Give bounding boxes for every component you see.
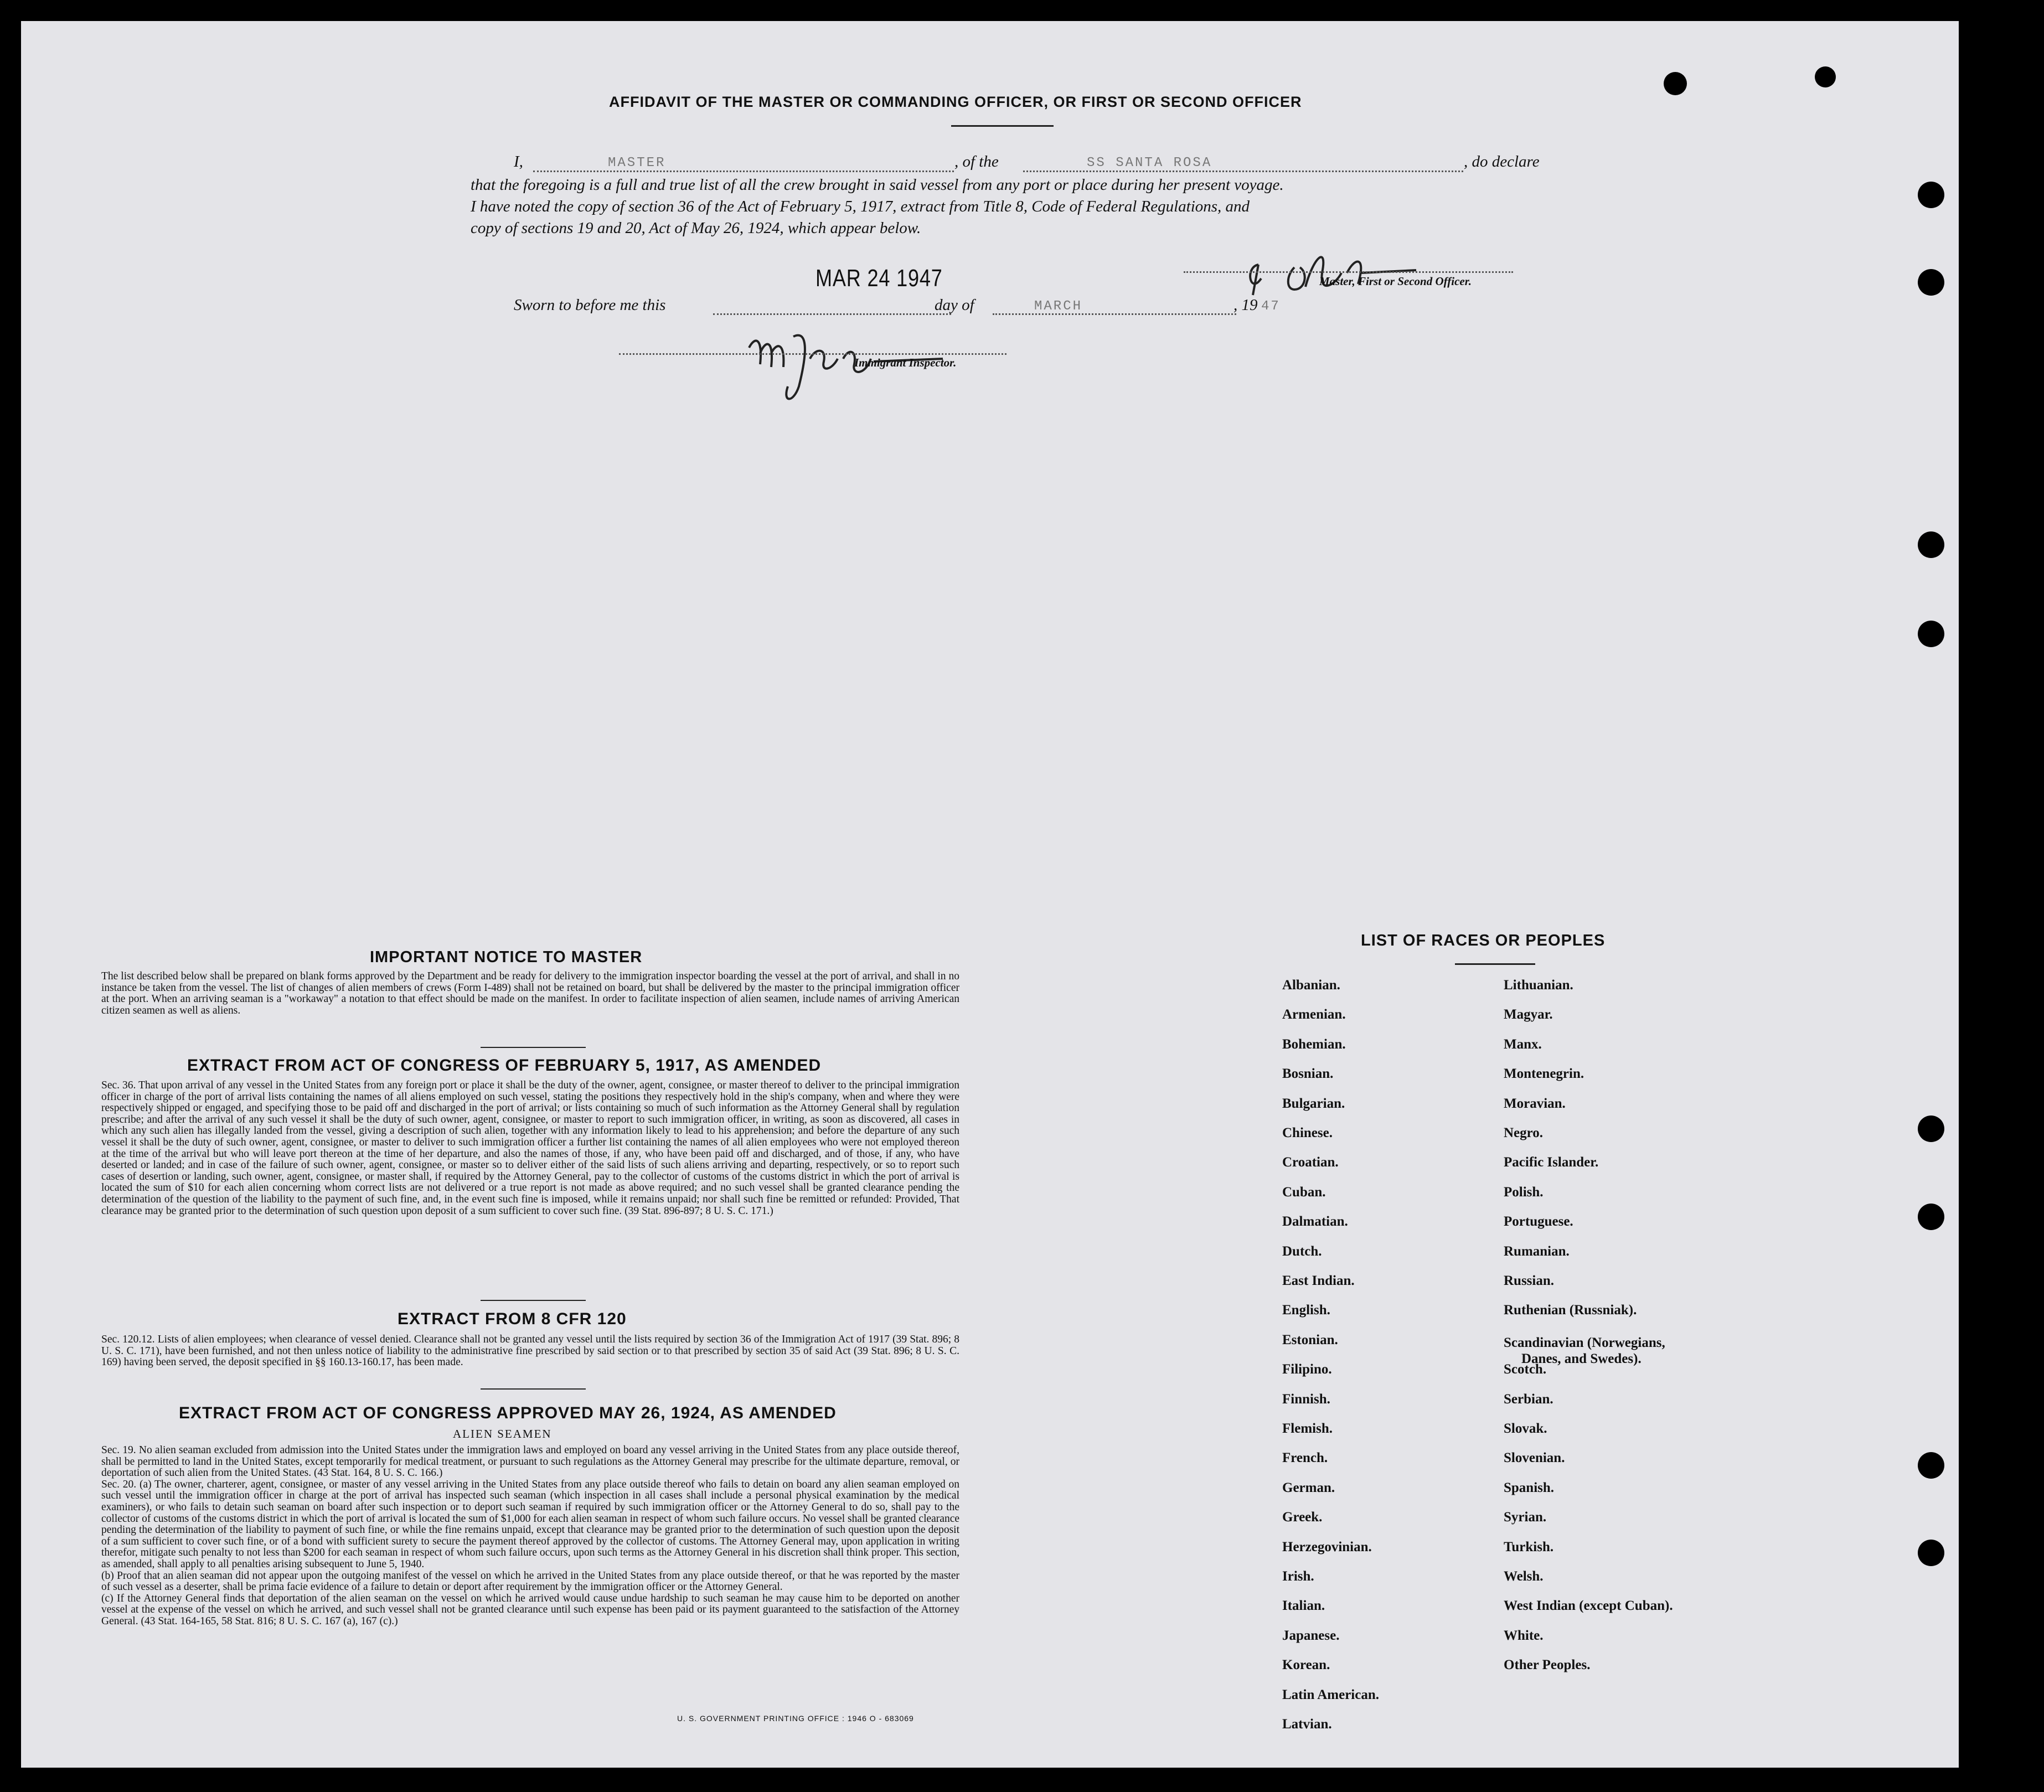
race-entry: Syrian. bbox=[1504, 1510, 1547, 1525]
race-entry: Albanian. bbox=[1282, 978, 1340, 993]
race-entry: Polish. bbox=[1504, 1185, 1544, 1200]
race-entry: Latin American. bbox=[1282, 1687, 1379, 1702]
vessel-value: SS SANTA ROSA bbox=[1087, 156, 1212, 171]
race-entry: Japanese. bbox=[1282, 1628, 1340, 1643]
sec-20c: (c) If the Attorney General finds that deportation of the alien seaman on the vessel on which he arrived would cause undue hardship to such seaman he may cause him to be deported on another vessel at the expense of the vessel on which he arrived, and such vessel shall not be granted clearance until such expense has been paid or its payment guaranteed to the satisfaction of the Attorney General. (43 Stat. 164-165, 58 Stat. 816; 8 U. S. C. 167 (a), 167 (c).) bbox=[101, 1592, 959, 1627]
race-entry: Flemish. bbox=[1282, 1421, 1333, 1436]
race-entry: Bulgarian. bbox=[1282, 1096, 1345, 1111]
alien-seamen-subtitle: ALIEN SEAMEN bbox=[453, 1427, 552, 1440]
punch-hole bbox=[1664, 72, 1687, 95]
extract-1924-body bbox=[101, 1445, 959, 1628]
punch-hole bbox=[1918, 182, 1944, 208]
divider bbox=[481, 1300, 586, 1301]
race-entry: Filipino. bbox=[1282, 1362, 1332, 1377]
extract-1917-body: Sec. 36. That upon arrival of any vessel in the United States from any foreign port or place it shall be the duty of the owner, agent, consignee, or master thereof to deliver to the principal immigration officer in charge of the port of arrival lists containing the names of all aliens employed on such vessel, stating the positions they respectively hold in the ship's company, when and where they were respectively shipped or engaged, and specifying those to be paid off and discharged in the port of arrival; or lists containing so much of such information as the Attorney General shall by regulation prescribe; and after the arrival of any such vessel it shall be the duty of such owner, agent, consignee, or master to report to such immigration officer, in writing, as soon as discovered, all cases in which any such alien has illegally landed from the vessel, giving a description of such alien, together with any information likely to lead to his apprehension; and before the departure of any such vessel it shall be the duty of such owner, agent, consignee, or master to deliver to such immigration officer a further list containing the names of all alien employees who were not employed thereon at the time of the arrival but who will leave port thereon at the time of her departure, and also the names of those, if any, who have been paid off and discharged, and of those, if any, who have deserted or landed; and in case of the failure of such owner, agent, consignee, or master so to deliver either of the said lists of such aliens arriving and departing, respectively, or so to report such cases of desertion or landing, such owner, agent, consignee, or master shall, if required by the Attorney General, pay to the collector of customs of the customs district in which the port of arrival is located the sum of $10 for each alien concerning whom correct lists are not delivered or a true report is not made as above required; and no such vessel shall be granted clearance pending the determination of the question of the liability to the payment of such fine, and, in the event such fine is imposed, while it remains unpaid; nor shall such fine be remitted or refunded: Provided, That clearance may be granted prior to the determination of such question upon deposit of a sum sufficient to cover such fine. (39 Stat. 896-897; 8 U. S. C. 171.) bbox=[101, 1080, 959, 1217]
race-entry: Other Peoples. bbox=[1504, 1657, 1591, 1672]
race-entry: Korean. bbox=[1282, 1657, 1330, 1672]
race-entry: Armenian. bbox=[1282, 1007, 1346, 1022]
extract-cfr-body: Sec. 120.12. Lists of alien employees; when clearance of vessel denied. Clearance shall not be granted any vessel until the lists required by section 36 of the Immigration Act of 1917 (39 Stat. 896; 8 U. S. C. 171), have been furnished, and not then unless notice of liability to the administrative fine prescribed by said section or to that prescribed by section 35 of said Act (39 Stat. 896; 8 U. S. C. 169) having been served, the deposit specified in §§ 160.13-160.17, has been made. bbox=[101, 1334, 959, 1368]
extract-cfr-title: EXTRACT FROM 8 CFR 120 bbox=[398, 1310, 627, 1328]
race-entry: Moravian. bbox=[1504, 1096, 1566, 1111]
title-rule bbox=[951, 125, 1054, 127]
race-entry: Finnish. bbox=[1282, 1392, 1330, 1407]
affidavit-i-label: I, bbox=[514, 153, 523, 171]
races-title: LIST OF RACES OR PEOPLES bbox=[1361, 932, 1606, 949]
race-entry: East Indian. bbox=[1282, 1273, 1355, 1288]
form-page bbox=[21, 21, 1959, 1768]
race-entry: Montenegrin. bbox=[1504, 1066, 1584, 1081]
extract-1917-title: EXTRACT FROM ACT OF CONGRESS OF FEBRUARY 5, 1917, AS AMENDED bbox=[187, 1056, 822, 1075]
race-entry: Herzegovinian. bbox=[1282, 1540, 1372, 1555]
race-entry: Italian. bbox=[1282, 1598, 1325, 1613]
race-entry: Greek. bbox=[1282, 1510, 1323, 1525]
race-entry: Irish. bbox=[1282, 1569, 1314, 1584]
race-entry: Spanish. bbox=[1504, 1480, 1555, 1495]
race-entry: Russian. bbox=[1504, 1273, 1555, 1288]
vessel-line bbox=[1023, 171, 1463, 172]
race-entry: Serbian. bbox=[1504, 1392, 1553, 1407]
race-entry: West Indian (except Cuban). bbox=[1504, 1598, 1673, 1613]
race-entry: Manx. bbox=[1504, 1037, 1542, 1052]
race-entry: Scotch. bbox=[1504, 1362, 1547, 1377]
race-entry: Dalmatian. bbox=[1282, 1214, 1348, 1229]
race-entry: Magyar. bbox=[1504, 1007, 1553, 1022]
race-entry: German. bbox=[1282, 1480, 1335, 1495]
name-value: MASTER bbox=[608, 156, 666, 171]
notice-title: IMPORTANT NOTICE TO MASTER bbox=[370, 948, 643, 966]
punch-hole bbox=[1918, 269, 1944, 296]
punch-hole bbox=[1918, 1116, 1944, 1142]
race-entry: Bohemian. bbox=[1282, 1037, 1346, 1052]
race-entry: White. bbox=[1504, 1628, 1544, 1643]
affidavit-line-3: I have noted the copy of section 36 of the Act of February 5, 1917, extract from Title 8, Code of Federal Regulations, and bbox=[471, 198, 1250, 215]
inspector-caption: Immigrant Inspector. bbox=[854, 356, 957, 369]
sworn-label: Sworn to before me this bbox=[514, 296, 666, 314]
sec-20b: (b) Proof that an alien seaman did not appear upon the outgoing manifest of the vessel on which he arrived in the United States from any place outside thereof, or that he was reported by the master of such vessel as a deserter, shall be prima facie evidence of a failure to detain or deport after requirement by the immigration officer or the Attorney General. bbox=[101, 1569, 959, 1593]
race-entry: Scandinavian (Norwegians, bbox=[1504, 1335, 1665, 1350]
extract-1924-title: EXTRACT FROM ACT OF CONGRESS APPROVED MAY 26, 1924, AS AMENDED bbox=[179, 1404, 837, 1422]
race-entry: Croatian. bbox=[1282, 1155, 1339, 1170]
punch-hole bbox=[1918, 1540, 1944, 1566]
punch-hole bbox=[1918, 531, 1944, 558]
officer-caption: Master, First or Second Officer. bbox=[1319, 275, 1472, 288]
sec-19: Sec. 19. No alien seaman excluded from admission into the United States under the immigration laws and employed on board any vessel arriving in the United States from any place outside thereof, shall be permitted to land in the United States, except temporarily for medical treatment, or pursuant to such regulations as the Attorney General may prescribe for the ultimate departure, removal, or deportation of such alien from the United States. (43 Stat. 164, 8 U. S. C. 166.) bbox=[101, 1444, 959, 1479]
race-entry: Latvian. bbox=[1282, 1717, 1332, 1732]
race-entry: Bosnian. bbox=[1282, 1066, 1334, 1081]
race-entry: English. bbox=[1282, 1303, 1330, 1318]
punch-hole bbox=[1918, 621, 1944, 647]
race-entry: Ruthenian (Russniak). bbox=[1504, 1303, 1637, 1318]
name-line bbox=[533, 171, 954, 172]
punch-hole bbox=[1918, 1204, 1944, 1230]
race-entry: Lithuanian. bbox=[1504, 978, 1573, 993]
year-prefix: , 19 bbox=[1233, 296, 1258, 314]
day-of-label: day of bbox=[935, 296, 974, 314]
date-stamp: MAR 24 1947 bbox=[815, 265, 943, 292]
sec-20a: Sec. 20. (a) The owner, charterer, agent, consignee, or master of any vessel arriving in the United States from any place outside thereof who fails to detain on board any alien seaman employed on such vessel until the immigration officer in charge at the port of arrival has inspected such seaman (which inspection in all cases shall include a personal physical examination by the medical examiners), or who fails to detain such seaman on board after such inspection or to deport such seaman if required by such immigration officer or the Attorney General to do so, shall pay to the collector of customs of the customs district in which the port of arrival is located the sum of $1,000 for each alien seaman in respect of whom such failure occurs. No vessel shall be granted clearance pending the determination of the liability to payment of such fine, or while the fine remains unpaid, except that clearance may be granted prior to the determination of such question upon the deposit of a sum sufficient to cover such fine, or of a bond with sufficient surety to secure the payment thereof approved by the collector of customs. The Attorney General may, upon application in writing therefor, mitigate such penalty to not less than $200 for each seaman in respect of whom such failure occurs, upon such terms as the Attorney General in his discretion shall think proper. This section, as amended, shall apply to all penalties arising subsequent to June 5, 1940. bbox=[101, 1478, 959, 1570]
affidavit-line-4: copy of sections 19 and 20, Act of May 26, 1924, which appear below. bbox=[471, 219, 921, 237]
race-entry: Danes, and Swedes). bbox=[1521, 1351, 1642, 1366]
affidavit-title: AFFIDAVIT OF THE MASTER OR COMMANDING OFFICER, OR FIRST OR SECOND OFFICER bbox=[609, 94, 1302, 110]
race-entry: Pacific Islander. bbox=[1504, 1155, 1599, 1170]
month-line bbox=[993, 313, 1236, 315]
month-value: MARCH bbox=[1034, 299, 1083, 314]
divider bbox=[481, 1388, 586, 1390]
inspector-signature-line bbox=[619, 353, 1006, 355]
punch-hole bbox=[1918, 1452, 1944, 1479]
divider bbox=[481, 1047, 586, 1048]
year-value: 47 bbox=[1261, 299, 1281, 314]
race-entry: Cuban. bbox=[1282, 1185, 1326, 1200]
race-entry: Turkish. bbox=[1504, 1540, 1554, 1555]
race-entry: Dutch. bbox=[1282, 1244, 1322, 1259]
affidavit-body bbox=[471, 174, 1550, 239]
races-rule bbox=[1455, 963, 1535, 965]
punch-hole bbox=[1815, 66, 1836, 87]
race-entry: Estonian. bbox=[1282, 1333, 1338, 1347]
notice-body: The list described below shall be prepared on blank forms approved by the Department and be ready for delivery to the immigration inspector boarding the vessel at the port of arrival, and shall in no instance be taken from the vessel. The list of changes of alien members of crews (Form I-489) shall not be retained on board, but shall be delivered by the master to the principal immigration officer at the port. When an arriving seaman is a "workaway" a notation to that effect should be made on the manifest. In order to facilitate inspection of alien seamen, include names of arriving American citizen seamen as well as aliens. bbox=[101, 970, 959, 1016]
race-entry: Chinese. bbox=[1282, 1125, 1333, 1140]
officer-signature bbox=[1239, 234, 1483, 306]
race-entry: Negro. bbox=[1504, 1125, 1544, 1140]
officer-signature-line bbox=[1184, 271, 1513, 273]
of-the-label: , of the bbox=[954, 153, 999, 171]
declare-label: , do declare bbox=[1464, 153, 1540, 171]
race-entry: Portuguese. bbox=[1504, 1214, 1573, 1229]
race-entry: Slovenian. bbox=[1504, 1450, 1565, 1465]
printer-imprint: U. S. GOVERNMENT PRINTING OFFICE : 1946 O - 683069 bbox=[677, 1714, 914, 1723]
affidavit-line-2: that the foregoing is a full and true list of all the crew brought in said vessel from any port or place during her present voyage. bbox=[471, 176, 1284, 194]
race-entry: Welsh. bbox=[1504, 1569, 1544, 1584]
race-entry: Rumanian. bbox=[1504, 1244, 1570, 1259]
race-entry: French. bbox=[1282, 1450, 1328, 1465]
race-entry: Slovak. bbox=[1504, 1421, 1547, 1436]
